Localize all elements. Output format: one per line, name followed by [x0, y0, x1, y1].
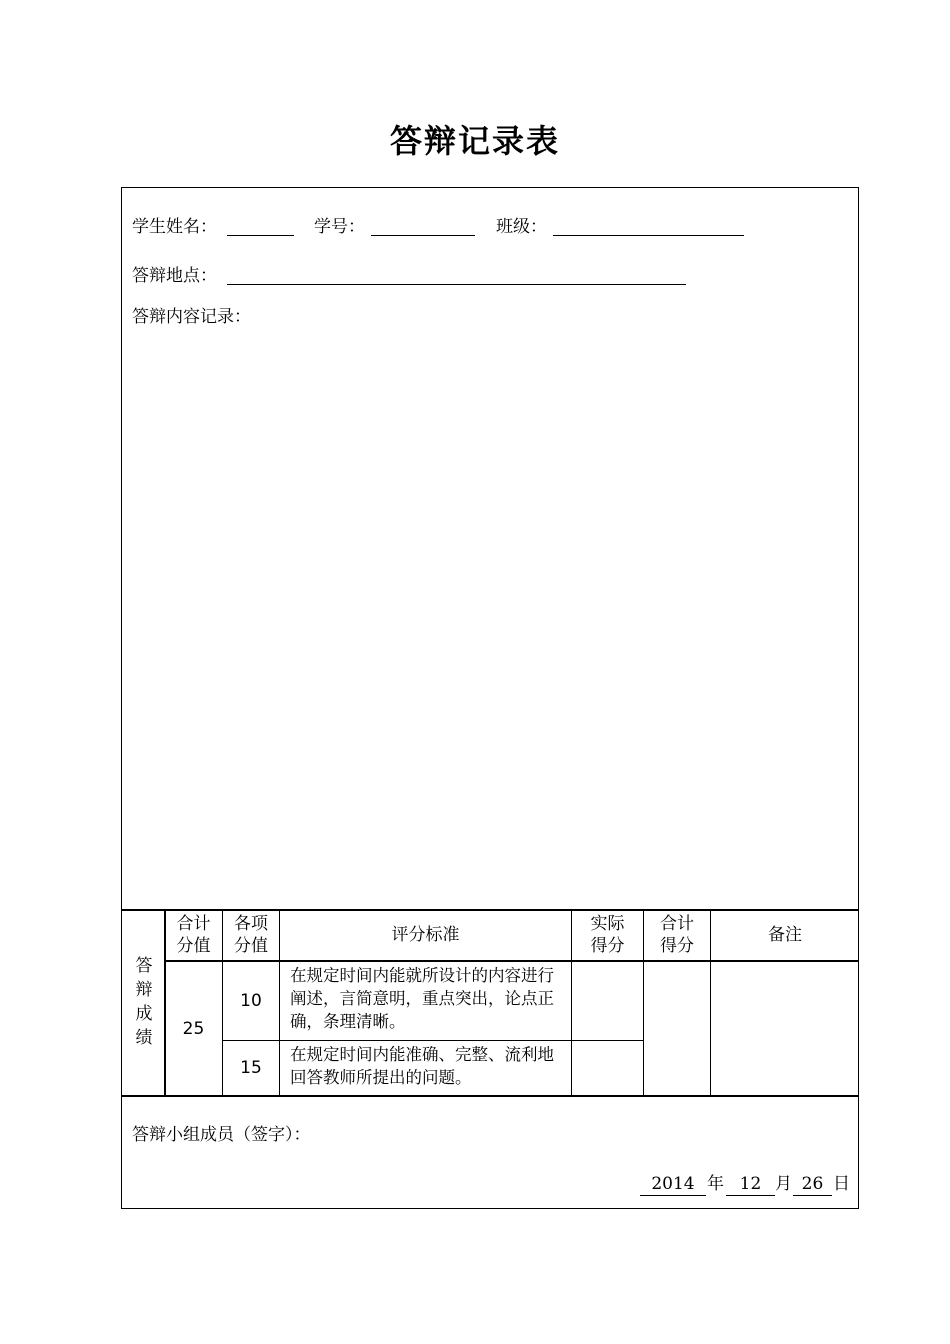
date-month[interactable]: 12: [726, 1173, 775, 1196]
header-remarks: 备注: [768, 925, 802, 945]
criteria-cell: 在规定时间内能准确、完整、流利地回答教师所提出的问题。: [290, 1045, 554, 1087]
score-table-bottom-border: [121, 1095, 859, 1097]
student-name-field[interactable]: [227, 235, 294, 236]
committee-signature-label: 答辩小组成员（签字）：: [132, 1125, 311, 1145]
date-day[interactable]: 26: [793, 1173, 832, 1196]
item-value-cell: 10: [240, 991, 262, 1011]
score-section-label: [134, 954, 154, 1050]
header-criteria: 评分标准: [391, 925, 460, 945]
header-text: 分值: [234, 936, 268, 956]
header-total-score: [644, 910, 710, 960]
header-text: 合计: [176, 914, 211, 934]
actual-score-input[interactable]: [572, 1041, 643, 1095]
class-field[interactable]: [553, 235, 744, 236]
header-text: 合计: [660, 914, 694, 934]
student-name-label: 学生姓名：: [132, 217, 217, 237]
page-title: 答辩记录表: [389, 122, 560, 160]
header-item-value: [223, 910, 279, 960]
header-text: 各项: [234, 914, 268, 934]
header-text: 实际: [590, 914, 625, 934]
location-field[interactable]: [227, 284, 686, 285]
header-text: 分值: [176, 936, 211, 956]
remarks-input[interactable]: [711, 962, 859, 1095]
day-unit: 日: [833, 1174, 850, 1194]
year-unit: 年: [707, 1174, 724, 1194]
header-text: 得分: [590, 936, 625, 956]
date-year[interactable]: 2014: [640, 1173, 706, 1196]
criteria-cell: 在规定时间内能就所设计的内容进行阐述，言简意明，重点突出，论点正确，条理清晰。: [290, 966, 554, 1031]
student-id-label: 学号：: [314, 217, 365, 237]
month-unit: 月: [775, 1174, 792, 1194]
content-record-area[interactable]: [130, 335, 850, 900]
score-label-char: 绩: [135, 1028, 153, 1048]
total-value-cell: 25: [182, 1018, 205, 1039]
item-value-cell: 15: [240, 1058, 262, 1078]
total-score-input[interactable]: [644, 962, 710, 1095]
actual-score-input[interactable]: [572, 962, 643, 1040]
student-id-field[interactable]: [371, 235, 475, 236]
header-total-value: [165, 910, 222, 960]
class-label: 班级：: [496, 217, 547, 237]
location-label: 答辩地点：: [132, 266, 217, 286]
content-label: 答辩内容记录：: [132, 307, 251, 327]
score-label-char: 答: [135, 956, 153, 976]
header-text: 得分: [660, 936, 694, 956]
score-label-char: 成: [135, 1004, 153, 1024]
header-actual-score: [572, 910, 643, 960]
score-label-char: 辩: [135, 980, 153, 1000]
